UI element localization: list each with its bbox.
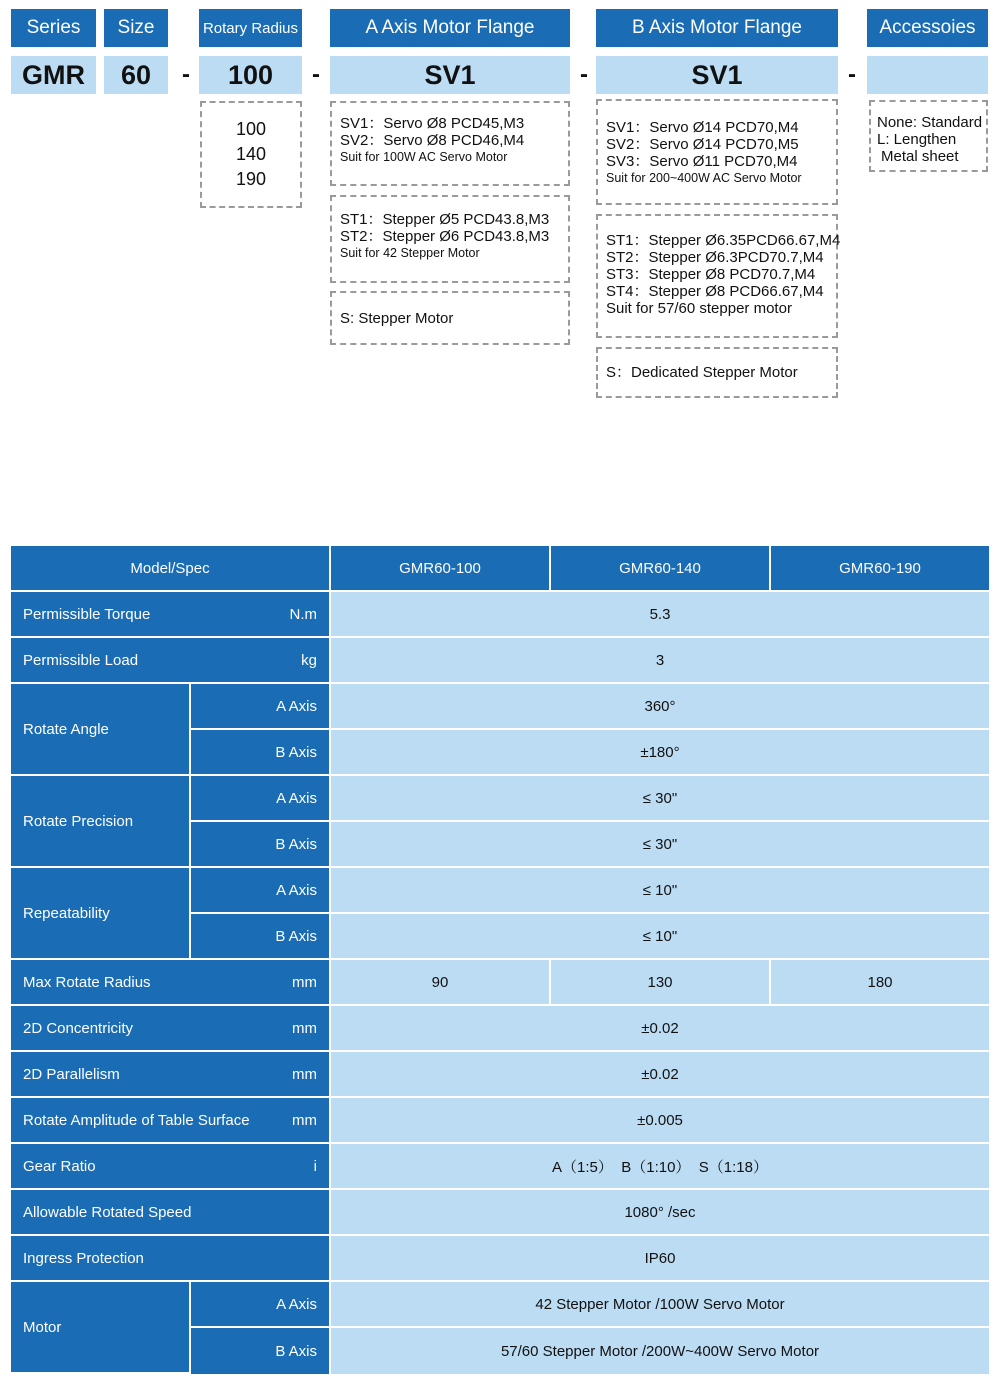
- value-radius: 90: [329, 960, 549, 1006]
- series-value: GMR: [11, 56, 96, 94]
- b-axis-flange-header: B Axis Motor Flange: [596, 9, 838, 47]
- accessories-box: [869, 100, 988, 172]
- value-radius: 180: [769, 960, 989, 1006]
- a-servo-option: SV2：Servo Ø8 PCD46,M4: [340, 132, 525, 149]
- size-header: Size: [104, 9, 168, 47]
- b-flange-stepper-box: [596, 214, 841, 338]
- value-angle-a: 360°: [329, 684, 989, 730]
- b-stepper-option: ST1：Stepper Ø6.35PCD66.67,M4: [606, 232, 841, 249]
- value-speed: 1080° /sec: [329, 1190, 989, 1236]
- unit-concentricity: mm: [292, 1019, 317, 1037]
- model-column-header: GMR60-190: [769, 546, 989, 592]
- b-servo-option: SV3：Servo Ø11 PCD70,M4: [606, 153, 798, 170]
- unit-parallelism: mm: [292, 1065, 317, 1083]
- accessory-option: L: Lengthen: [877, 131, 957, 148]
- separator: -: [312, 61, 320, 88]
- rotary-radius-header: Rotary Radius: [199, 9, 302, 47]
- b-stepper-note: Suit for 57/60 stepper motor: [606, 300, 792, 317]
- b-stepper-option: ST3：Stepper Ø8 PCD70.7,M4: [606, 266, 816, 283]
- unit-load: kg: [301, 651, 317, 669]
- radius-option: 140: [235, 144, 267, 164]
- value-angle-b: ±180°: [329, 730, 989, 776]
- value-radius: 130: [549, 960, 769, 1006]
- series-header: Series: [11, 9, 96, 47]
- label-text: Max Rotate Radius: [23, 973, 151, 991]
- row-label-repeatability: Repeatability: [11, 868, 189, 960]
- unit-amplitude: mm: [292, 1111, 317, 1129]
- b-flange-servo-box: [596, 99, 838, 205]
- value-repeat-a: ≤ 10": [329, 868, 989, 914]
- value-parallelism: ±0.02: [329, 1052, 989, 1098]
- a-stepper-note: Suit for 42 Stepper Motor: [340, 246, 480, 260]
- axis-a-label: A Axis: [189, 776, 329, 822]
- axis-a-label: A Axis: [189, 868, 329, 914]
- a-s-motor-option: S: Stepper Motor: [340, 309, 454, 327]
- a-stepper-option: ST2：Stepper Ø6 PCD43.8,M3: [340, 228, 550, 245]
- size-value: 60: [104, 56, 168, 94]
- a-servo-option: SV1：Servo Ø8 PCD45,M3: [340, 115, 525, 132]
- a-axis-flange-header: A Axis Motor Flange: [330, 9, 570, 47]
- axis-b-label: B Axis: [189, 1328, 329, 1374]
- b-servo-option: SV2：Servo Ø14 PCD70,M5: [606, 136, 799, 153]
- model-column-header: GMR60-140: [549, 546, 769, 592]
- b-servo-option: SV1：Servo Ø14 PCD70,M4: [606, 119, 799, 136]
- label-text: Permissible Torque: [23, 605, 151, 623]
- accessory-option: None: Standard: [877, 114, 983, 131]
- a-flange-stepper-box: [330, 195, 570, 283]
- row-label-ip: Ingress Protection: [11, 1236, 329, 1282]
- value-repeat-b: ≤ 10": [329, 914, 989, 960]
- a-servo-note: Suit for 100W AC Servo Motor: [340, 150, 508, 164]
- model-column-header: GMR60-100: [329, 546, 549, 592]
- axis-b-label: B Axis: [189, 914, 329, 960]
- label-text: 2D Parallelism: [23, 1065, 120, 1083]
- unit-gear: i: [313, 1157, 317, 1175]
- axis-a-label: A Axis: [189, 1282, 329, 1328]
- b-flange-s-box: [596, 347, 838, 398]
- b-stepper-option: ST4：Stepper Ø8 PCD66.67,M4: [606, 283, 824, 300]
- unit-torque: N.m: [289, 605, 317, 623]
- label-text: Permissible Load: [23, 651, 139, 669]
- b-s-motor-option: S：Dedicated Stepper Motor: [606, 364, 798, 381]
- value-amplitude: ±0.005: [329, 1098, 989, 1144]
- value-load: 3: [329, 638, 989, 684]
- axis-a-label: A Axis: [189, 684, 329, 730]
- accessories-value: [867, 56, 988, 94]
- rotary-radius-value: 100: [199, 56, 302, 94]
- separator: -: [848, 61, 856, 88]
- value-torque: 5.3: [329, 592, 989, 638]
- radius-options-box: [200, 101, 302, 208]
- axis-b-label: B Axis: [189, 822, 329, 868]
- value-gear: A（1:5） B（1:10） S（1:18）: [329, 1144, 989, 1190]
- accessories-header: Accessoies: [867, 9, 988, 47]
- label-text: 2D Concentricity: [23, 1019, 134, 1037]
- axis-b-label: B Axis: [189, 730, 329, 776]
- value-precision-b: ≤ 30": [329, 822, 989, 868]
- label-text: Gear Ratio: [23, 1157, 96, 1175]
- value-motor-a: 42 Stepper Motor /100W Servo Motor: [329, 1282, 989, 1328]
- unit-radius: mm: [292, 973, 317, 991]
- a-axis-flange-value: SV1: [330, 56, 570, 94]
- value-precision-a: ≤ 30": [329, 776, 989, 822]
- a-flange-servo-box: [330, 101, 570, 186]
- row-label-angle: Rotate Angle: [11, 684, 189, 776]
- model-spec-header: Model/Spec: [11, 546, 329, 592]
- separator: -: [580, 61, 588, 88]
- b-stepper-option: ST2：Stepper Ø6.3PCD70.7,M4: [606, 249, 824, 266]
- radius-option: 190: [235, 169, 267, 189]
- value-concentricity: ±0.02: [329, 1006, 989, 1052]
- row-label-precision: Rotate Precision: [11, 776, 189, 868]
- value-motor-b: 57/60 Stepper Motor /200W~400W Servo Motor: [329, 1328, 989, 1374]
- separator: -: [182, 61, 190, 88]
- label-text: Rotate Amplitude of Table Surface: [23, 1111, 250, 1129]
- b-servo-note: Suit for 200~400W AC Servo Motor: [606, 171, 802, 185]
- row-label-motor: Motor: [11, 1282, 189, 1374]
- row-label-speed: Allowable Rotated Speed: [11, 1190, 329, 1236]
- a-stepper-option: ST1：Stepper Ø5 PCD43.8,M3: [340, 211, 550, 228]
- radius-option: 100: [235, 119, 267, 139]
- accessory-option: Metal sheet: [881, 148, 959, 165]
- b-axis-flange-value: SV1: [596, 56, 838, 94]
- value-ip: IP60: [329, 1236, 989, 1282]
- a-flange-s-box: [330, 291, 570, 345]
